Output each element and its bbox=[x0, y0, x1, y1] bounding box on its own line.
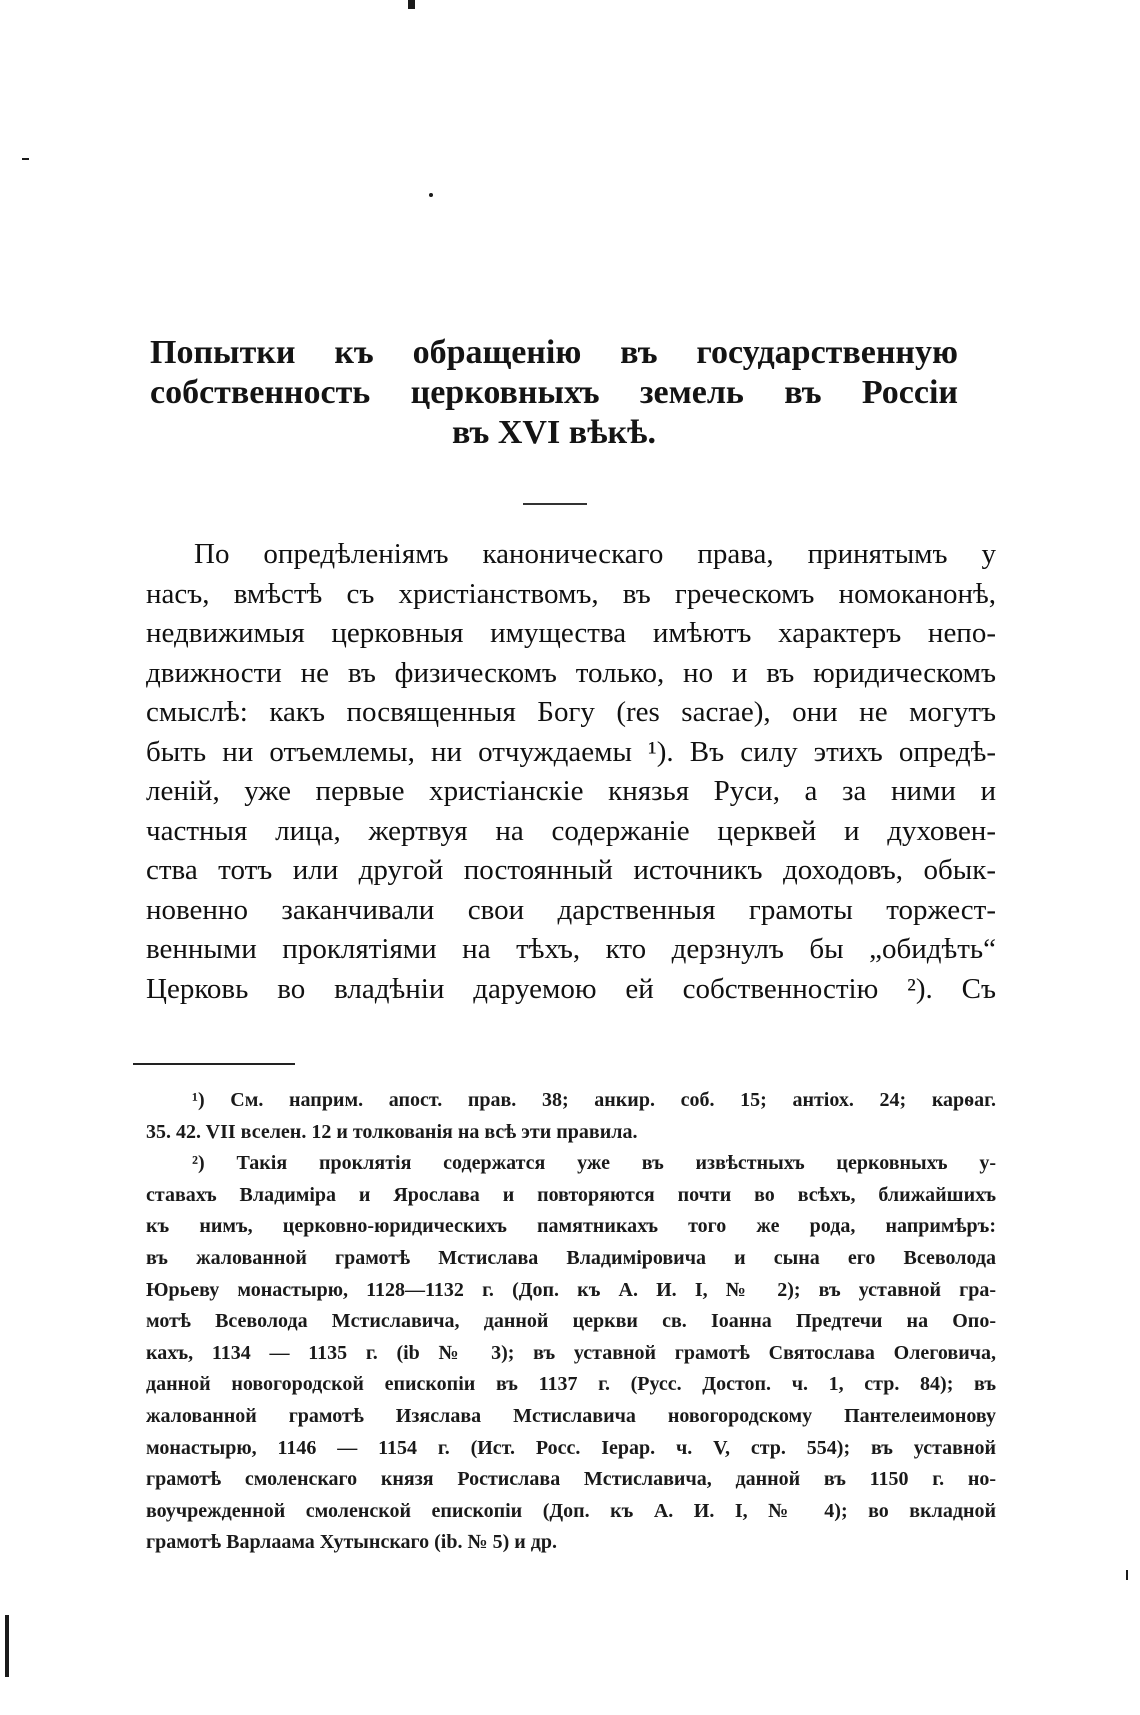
title-line: собственность церковныхъ земель въ Россіи bbox=[150, 374, 958, 411]
footnote-line: ¹) См. наприм. апост. прав. 38; анкир. соб. 15; антіох. 24; карѳаг. bbox=[192, 1089, 996, 1111]
footnote-line: монастырю, 1146 — 1154 г. (Ист. Росс. Іерар. ч. V, стр. 554); въ уставной bbox=[146, 1436, 996, 1459]
footnote-divider bbox=[133, 1063, 295, 1065]
footnote-line: ²) Такія проклятія содержатся уже въ извѣстныхъ церковныхъ у- bbox=[192, 1152, 996, 1175]
scan-speck bbox=[408, 0, 415, 9]
body-line: насъ, вмѣстѣ съ христіанствомъ, въ греческомъ номоканонѣ, bbox=[146, 577, 996, 610]
scan-speck bbox=[1126, 1570, 1128, 1580]
body-line: Церковь во владѣніи даруемою ей собственностію ²). Съ bbox=[146, 972, 996, 1005]
body-paragraph bbox=[146, 535, 996, 1009]
page-title bbox=[150, 333, 958, 453]
footnote-line: ставахъ Владиміра и Ярослава и повторяются почти во всѣхъ, ближайшихъ bbox=[146, 1183, 996, 1206]
body-line: недвижимыя церковныя имущества имѣютъ характеръ непо- bbox=[146, 617, 996, 649]
body-line: венными проклятіями на тѣхъ, кто дерзнулъ бы „обидѣть“ bbox=[146, 933, 996, 965]
footnote-line: кахъ, 1134 — 1135 г. (ib № 3); въ уставной грамотѣ Святослава Олеговича, bbox=[146, 1341, 996, 1364]
footnote-line: къ нимъ, церковно-юридическихъ памятникахъ того же рода, напримѣръ: bbox=[146, 1215, 996, 1238]
footnote-line: 35. 42. VII вселен. 12 и толкованія на всѣ эти правила. bbox=[146, 1120, 638, 1143]
scan-speck bbox=[429, 193, 433, 197]
footnote-line: мотѣ Всеволода Мстиславича, данной церкви св. Іоанна Предтечи на Опо- bbox=[146, 1310, 996, 1333]
scan-edge-mark bbox=[5, 1615, 9, 1677]
body-line: быть ни отъемлемы, ни отчуждаемы ¹). Въ силу этихъ опредѣ- bbox=[146, 735, 996, 768]
body-line: частныя лица, жертвуя на содержаніе церквей и духовен- bbox=[146, 814, 996, 847]
footnote-line: данной новогородской епископіи въ 1137 г. (Русс. Достоп. ч. 1, стр. 84); въ bbox=[146, 1373, 996, 1396]
footnote-line: воучрежденной смоленской епископіи (Доп. къ А. И. I, № 4); во вкладной bbox=[146, 1499, 996, 1522]
body-line: По опредѣленіямъ каноническаго права, принятымъ у bbox=[194, 538, 996, 570]
body-line: ства тотъ или другой постоянный источникъ доходовъ, обык- bbox=[146, 854, 996, 886]
title-line: въ XVI вѣкѣ. bbox=[452, 414, 656, 451]
title-line: Попытки къ обращенію въ государственную bbox=[150, 334, 958, 371]
footnote-line: грамотѣ смоленскаго князя Ростислава Мстиславича, данной въ 1150 г. но- bbox=[146, 1468, 996, 1491]
scan-speck bbox=[22, 158, 29, 160]
title-divider bbox=[523, 503, 587, 505]
body-line: леній, уже первые христіанскіе князья Руси, а за ними и bbox=[146, 775, 996, 807]
body-line: смыслѣ: какъ посвященныя Богу (res sacrae), они не могутъ bbox=[146, 696, 996, 728]
footnote-line: въ жалованной грамотѣ Мстислава Владиміровича и сына его Всеволода bbox=[146, 1246, 996, 1269]
footnote-line: грамотѣ Варлаама Хутынскаго (ib. № 5) и др. bbox=[146, 1531, 557, 1554]
body-line: новенно заканчивали свои дарственныя грамоты торжест- bbox=[146, 893, 996, 926]
footnotes bbox=[146, 1085, 996, 1559]
footnote-line: Юрьеву монастырю, 1128—1132 г. (Доп. къ А. И. I, № 2); въ уставной гра- bbox=[146, 1278, 996, 1301]
body-line: движности не въ физическомъ только, но и въ юридическомъ bbox=[146, 656, 996, 689]
footnote-line: жалованной грамотѣ Изяслава Мстиславича новогородскому Пантелеимонову bbox=[146, 1404, 996, 1427]
